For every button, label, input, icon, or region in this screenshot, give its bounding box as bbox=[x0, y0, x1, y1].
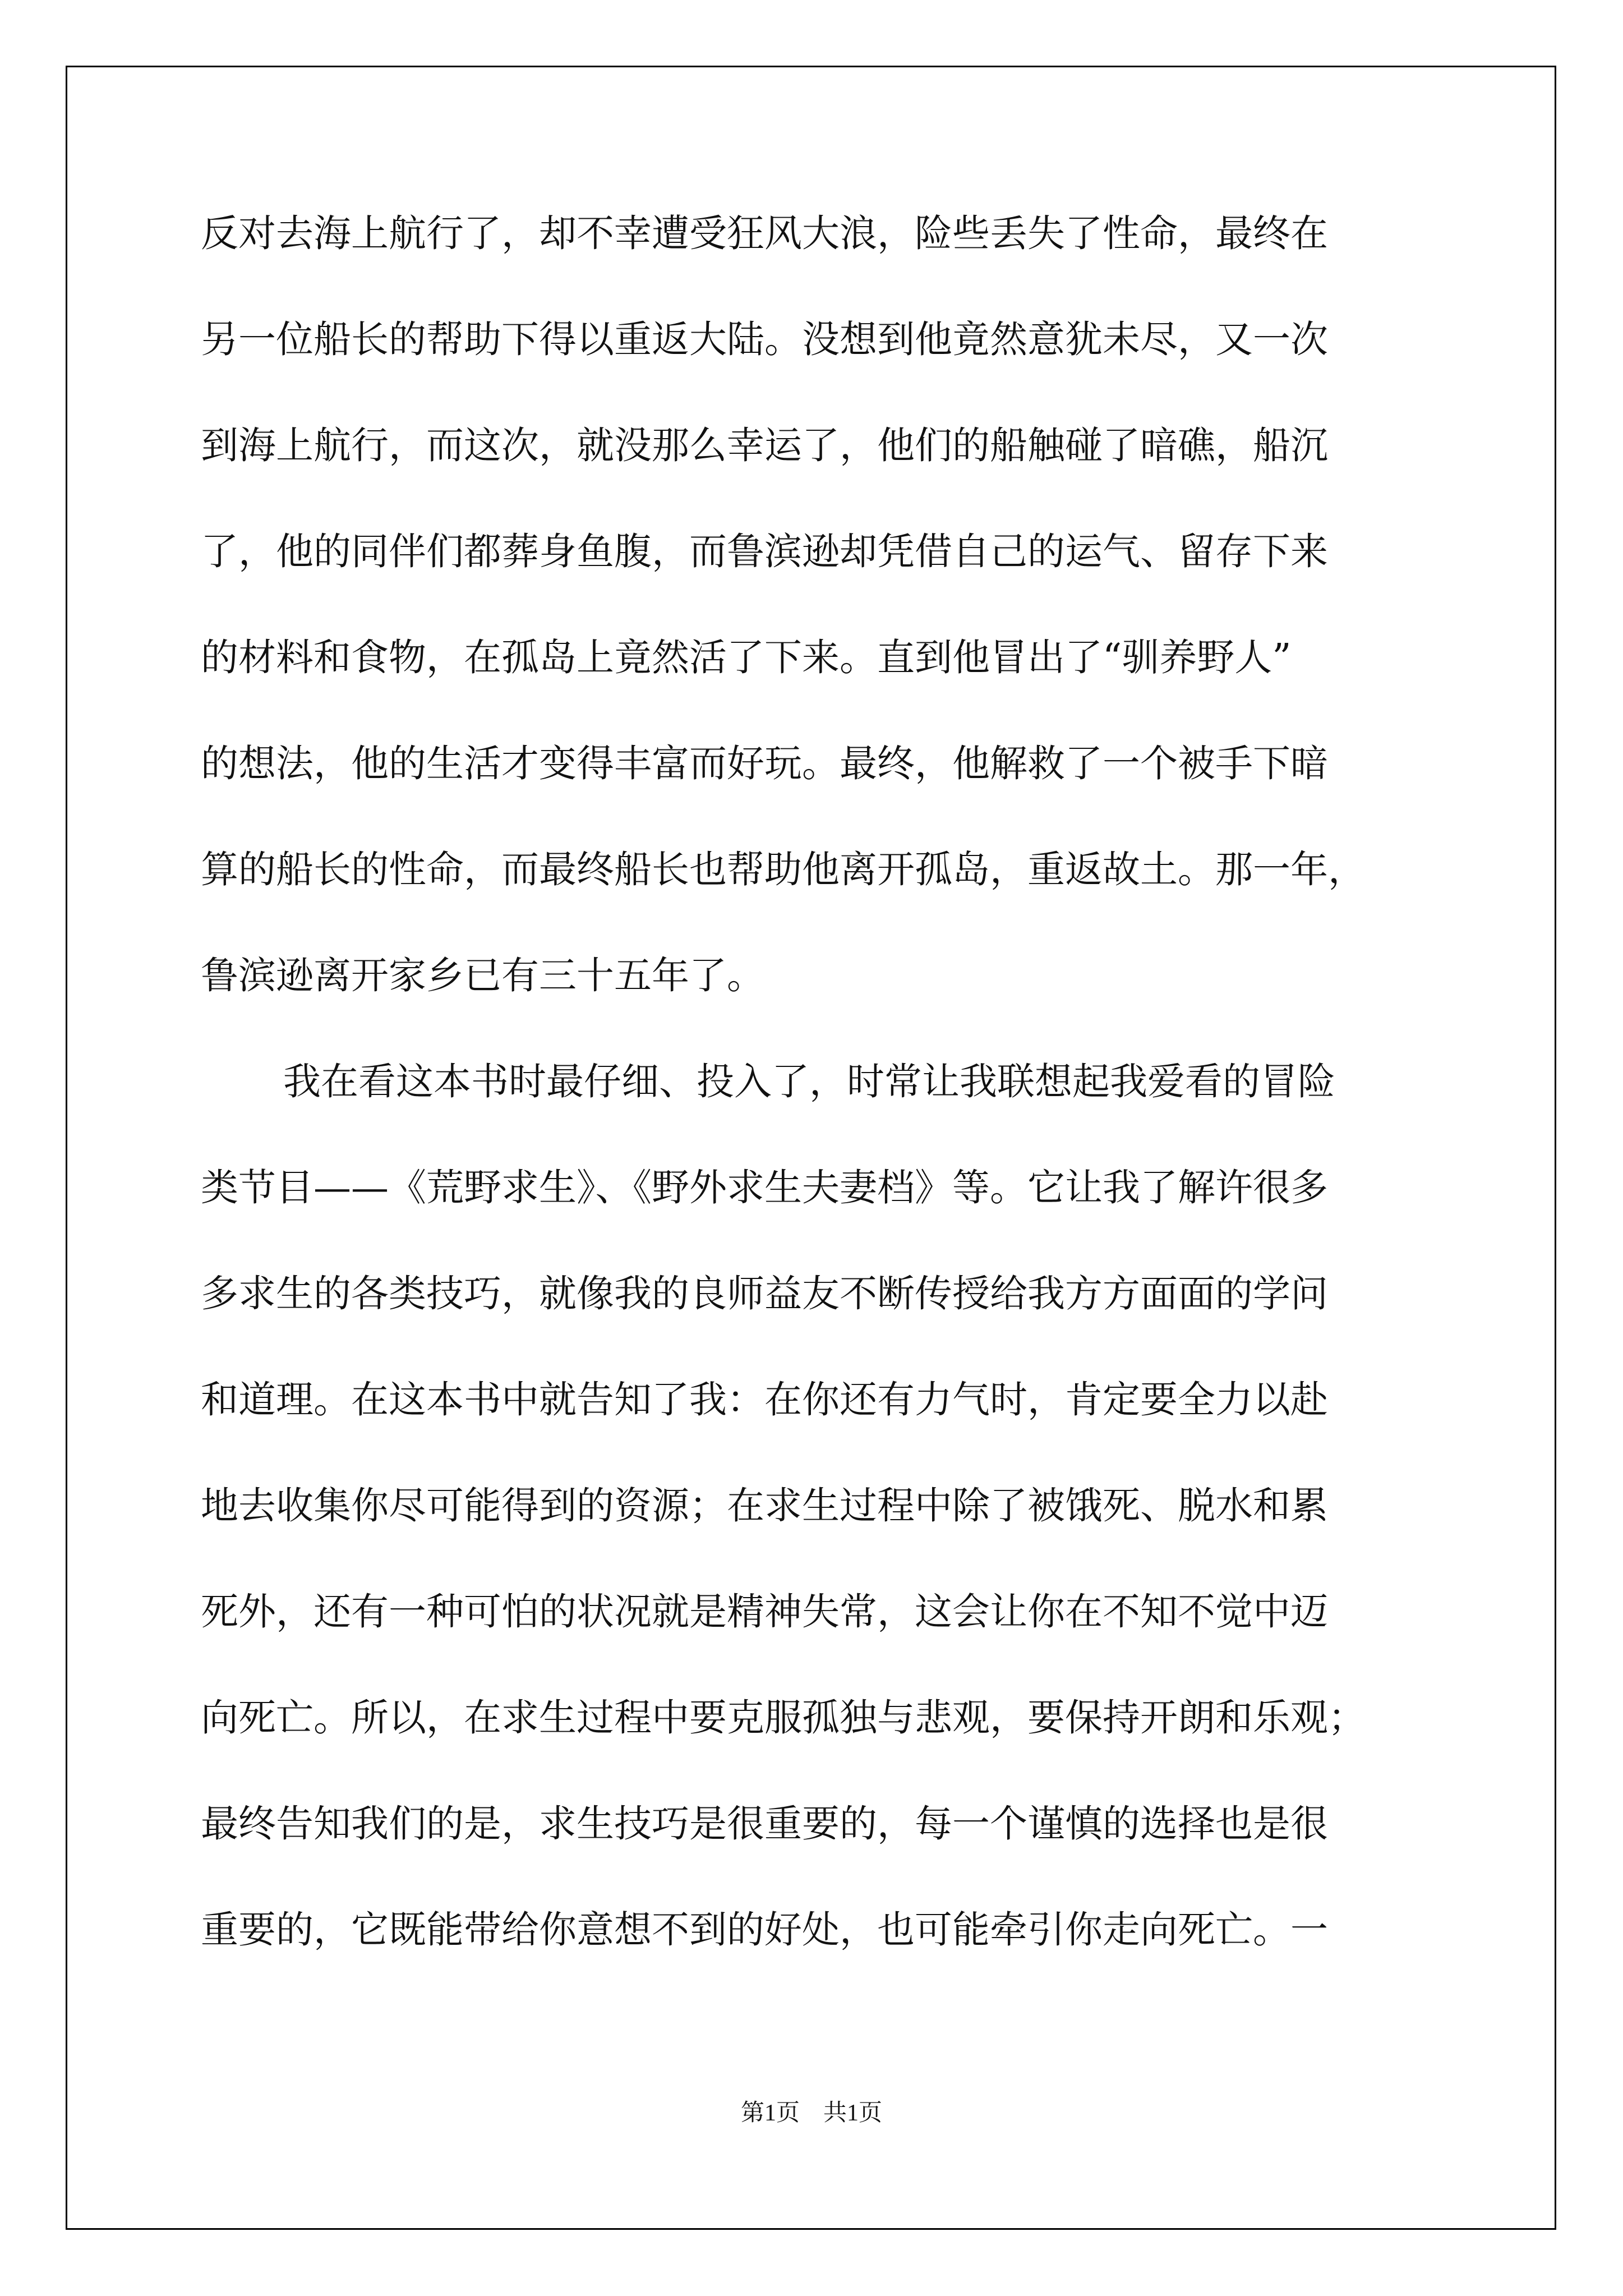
text-line-12: 和道理。在这本书中就告知了我：在你还有力气时，肯定要全力以赴 bbox=[201, 1378, 1328, 1421]
document-body bbox=[201, 213, 1435, 2016]
text-line-5: 的材料和食物，在孤岛上竟然活了下来。直到他冒出了“驯养野人” bbox=[201, 636, 1292, 679]
text-line-8: 鲁滨逊离开家乡已有三十五年了。 bbox=[201, 954, 764, 997]
page-footer: 第1页 共1页 bbox=[740, 2100, 882, 2126]
text-line-2: 另一位船长的帮助下得以重返大陆。没想到他竟然意犹未尽，又一次 bbox=[201, 318, 1328, 361]
text-line-4: 了，他的同伴们都葬身鱼腹，而鲁滨逊却凭借自己的运气、留存下来 bbox=[201, 530, 1328, 573]
text-line-9: 我在看这本书时最仔细、投入了，时常让我联想起我爱看的冒险 bbox=[283, 1060, 1335, 1103]
text-line-15: 向死亡。所以，在求生过程中要克服孤独与悲观，要保持开朗和乐观； bbox=[201, 1696, 1366, 1740]
text-line-7: 算的船长的性命，而最终船长也帮助他离开孤岛，重返故土。那一年， bbox=[201, 848, 1366, 891]
text-line-3: 到海上航行，而这次，就没那么幸运了，他们的船触碰了暗礁，船沉 bbox=[201, 424, 1328, 467]
text-line-11: 多求生的各类技巧，就像我的良师益友不断传授给我方方面面的学问 bbox=[201, 1272, 1328, 1315]
text-line-16: 最终告知我们的是，求生技巧是很重要的，每一个谨慎的选择也是很 bbox=[201, 1802, 1328, 1846]
text-line-10: 类节目——《荒野求生》、《野外求生夫妻档》等。它让我了解许很多 bbox=[201, 1166, 1328, 1209]
text-line-1: 反对去海上航行了，却不幸遭受狂风大浪，险些丢失了性命，最终在 bbox=[201, 211, 1328, 255]
text-line-17: 重要的，它既能带给你意想不到的好处，也可能牵引你走向死亡。一 bbox=[201, 1908, 1328, 1952]
text-line-13: 地去收集你尽可能得到的资源；在求生过程中除了被饿死、脱水和累 bbox=[201, 1484, 1328, 1527]
text-line-6: 的想法，他的生活才变得丰富而好玩。最终，他解救了一个被手下暗 bbox=[201, 742, 1328, 785]
text-line-14: 死外，还有一种可怕的状况就是精神失常，这会让你在不知不觉中迈 bbox=[201, 1590, 1328, 1634]
